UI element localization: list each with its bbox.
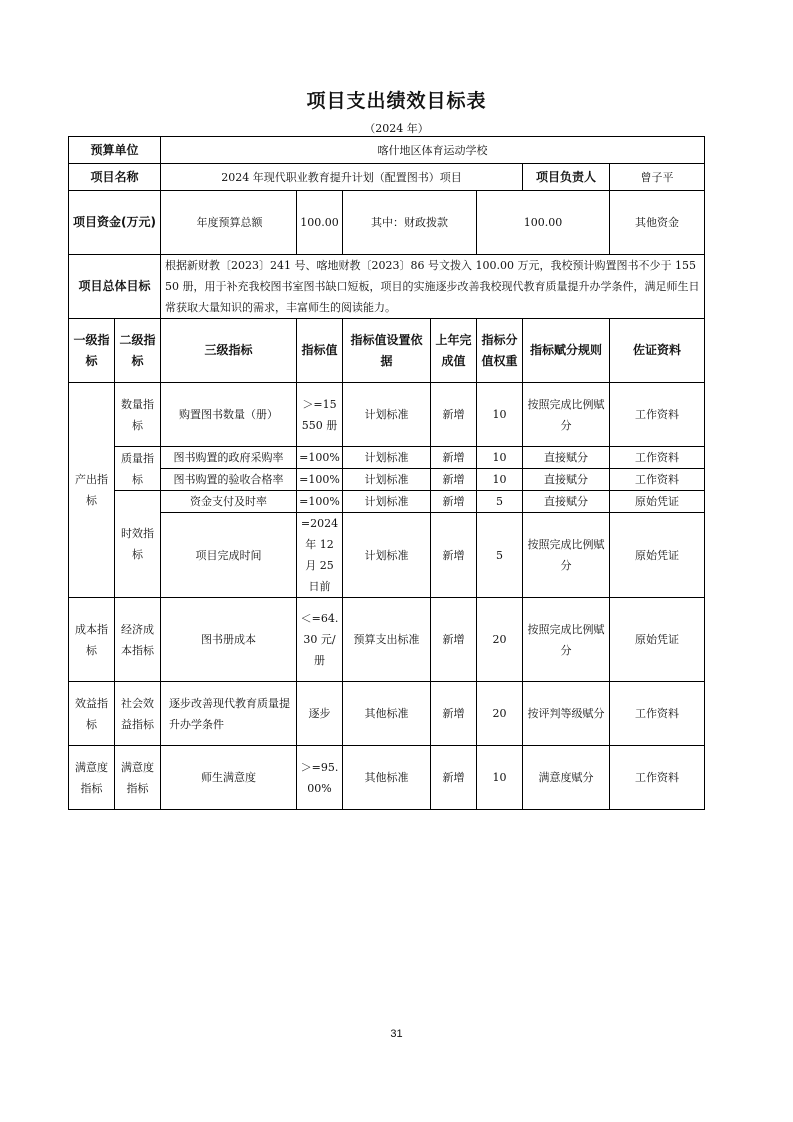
row-last: 新增: [431, 491, 477, 513]
row-evidence: 工作资料: [610, 469, 705, 491]
row-weight: 5: [477, 491, 523, 513]
table-row: [69, 598, 705, 682]
page-number: 31: [390, 1028, 403, 1040]
row-evidence: 原始凭证: [610, 598, 705, 682]
row-value: =2024 年 12 月 25 日前: [297, 513, 343, 598]
row-name: 图书购置的政府采购率: [161, 447, 297, 469]
row-rule: 按评判等级赋分: [523, 682, 610, 746]
col-weight: 指标分值权重: [477, 319, 523, 383]
table-row: [69, 746, 705, 810]
row-last: 新增: [431, 746, 477, 810]
row-basis: 计划标准: [343, 469, 431, 491]
manager-value: 曾子平: [610, 164, 705, 191]
row-name: 逐步改善现代教育质量提升办学条件: [161, 682, 297, 746]
manager-label: 项目负责人: [523, 164, 610, 191]
row-rule: 满意度赋分: [523, 746, 610, 810]
row-last: 新增: [431, 682, 477, 746]
fiscal-value: 100.00: [477, 191, 610, 255]
unit-label: 预算单位: [69, 137, 161, 164]
fund-label: 项目资金(万元): [69, 191, 161, 255]
level1-benefit: 效益指标: [69, 682, 115, 746]
row-last: 新增: [431, 447, 477, 469]
col-basis: 指标值设置依据: [343, 319, 431, 383]
row-value: =100%: [297, 491, 343, 513]
row-weight: 10: [477, 746, 523, 810]
total-label: 年度预算总额: [161, 191, 297, 255]
row-name: 购置图书数量（册）: [161, 383, 297, 447]
total-value: 100.00: [297, 191, 343, 255]
row-name: 图书购置的验收合格率: [161, 469, 297, 491]
row-name: 项目完成时间: [161, 513, 297, 598]
level2-economic: 经济成本指标: [115, 598, 161, 682]
table-row: [69, 491, 705, 513]
row-basis: 计划标准: [343, 383, 431, 447]
unit-value: 喀什地区体育运动学校: [161, 137, 705, 164]
row-last: 新增: [431, 469, 477, 491]
row-basis: 其他标准: [343, 682, 431, 746]
goal-row: [69, 255, 705, 319]
col-level2: 二级指标: [115, 319, 161, 383]
col-level1: 一级指标: [69, 319, 115, 383]
row-evidence: 工作资料: [610, 682, 705, 746]
project-value: 2024 年现代职业教育提升计划（配置图书）项目: [161, 164, 523, 191]
row-evidence: 原始凭证: [610, 491, 705, 513]
fiscal-label: 其中：财政拨款: [343, 191, 477, 255]
level2-timeliness: 时效指标: [115, 491, 161, 598]
row-basis: 计划标准: [343, 513, 431, 598]
row-name: 图书册成本: [161, 598, 297, 682]
col-last-year: 上年完成值: [431, 319, 477, 383]
row-weight: 10: [477, 383, 523, 447]
row-weight: 5: [477, 513, 523, 598]
project-row: [69, 164, 705, 191]
col-evidence: 佐证资料: [610, 319, 705, 383]
row-evidence: 工作资料: [610, 447, 705, 469]
row-evidence: 工作资料: [610, 383, 705, 447]
row-weight: 20: [477, 682, 523, 746]
row-weight: 20: [477, 598, 523, 682]
row-rule: 直接赋分: [523, 491, 610, 513]
row-weight: 10: [477, 447, 523, 469]
project-label: 项目名称: [69, 164, 161, 191]
fund-row: [69, 191, 705, 255]
row-value: =100%: [297, 469, 343, 491]
row-evidence: 工作资料: [610, 746, 705, 810]
row-basis: 计划标准: [343, 447, 431, 469]
row-last: 新增: [431, 598, 477, 682]
table-row: [69, 513, 705, 598]
column-header-row: [69, 319, 705, 383]
table-row: [69, 447, 705, 469]
level2-quantity: 数量指标: [115, 383, 161, 447]
unit-row: [69, 137, 705, 164]
goal-label: 项目总体目标: [69, 255, 161, 319]
row-value: 逐步: [297, 682, 343, 746]
level1-output: 产出指标: [69, 383, 115, 598]
row-rule: 按照完成比例赋分: [523, 383, 610, 447]
year-label: （2024 年）: [364, 122, 429, 135]
row-weight: 10: [477, 469, 523, 491]
table-row: [69, 682, 705, 746]
row-rule: 按照完成比例赋分: [523, 513, 610, 598]
row-value: ＜=64.30 元/册: [297, 598, 343, 682]
col-rule: 指标赋分规则: [523, 319, 610, 383]
goal-text: 根据新财教〔2023〕241 号、喀地财教〔2023〕86 号文拨入 100.00 万元，我校预计购置图书不少于 15550 册，用于补充我校图书室图书缺口短板，项目的实施逐步改善我校现代教育质量提升办学条件，满足师生日常获取大量知识的需求，丰富师生的阅读能力。: [161, 255, 705, 319]
level2-quality: 质量指标: [115, 447, 161, 491]
row-basis: 计划标准: [343, 491, 431, 513]
col-level3: 三级指标: [161, 319, 297, 383]
col-value: 指标值: [297, 319, 343, 383]
level1-satisfaction: 满意度指标: [69, 746, 115, 810]
row-value: =100%: [297, 447, 343, 469]
performance-table: [68, 136, 705, 810]
level1-cost: 成本指标: [69, 598, 115, 682]
row-name: 师生满意度: [161, 746, 297, 810]
level2-social: 社会效益指标: [115, 682, 161, 746]
row-rule: 按照完成比例赋分: [523, 598, 610, 682]
row-value: ＞=95.00%: [297, 746, 343, 810]
row-last: 新增: [431, 513, 477, 598]
page-title: 项目支出绩效目标表: [306, 90, 487, 112]
row-value: ＞=15550 册: [297, 383, 343, 447]
other-label-value: [610, 191, 705, 255]
level2-satisfaction: 满意度指标: [115, 746, 161, 810]
table-row: [69, 383, 705, 447]
row-rule: 直接赋分: [523, 447, 610, 469]
row-basis: 其他标准: [343, 746, 431, 810]
row-basis: 预算支出标准: [343, 598, 431, 682]
row-name: 资金支付及时率: [161, 491, 297, 513]
other-label: 其他资金: [635, 216, 680, 229]
row-evidence: 原始凭证: [610, 513, 705, 598]
row-last: 新增: [431, 383, 477, 447]
row-rule: 直接赋分: [523, 469, 610, 491]
table-row: [69, 469, 705, 491]
